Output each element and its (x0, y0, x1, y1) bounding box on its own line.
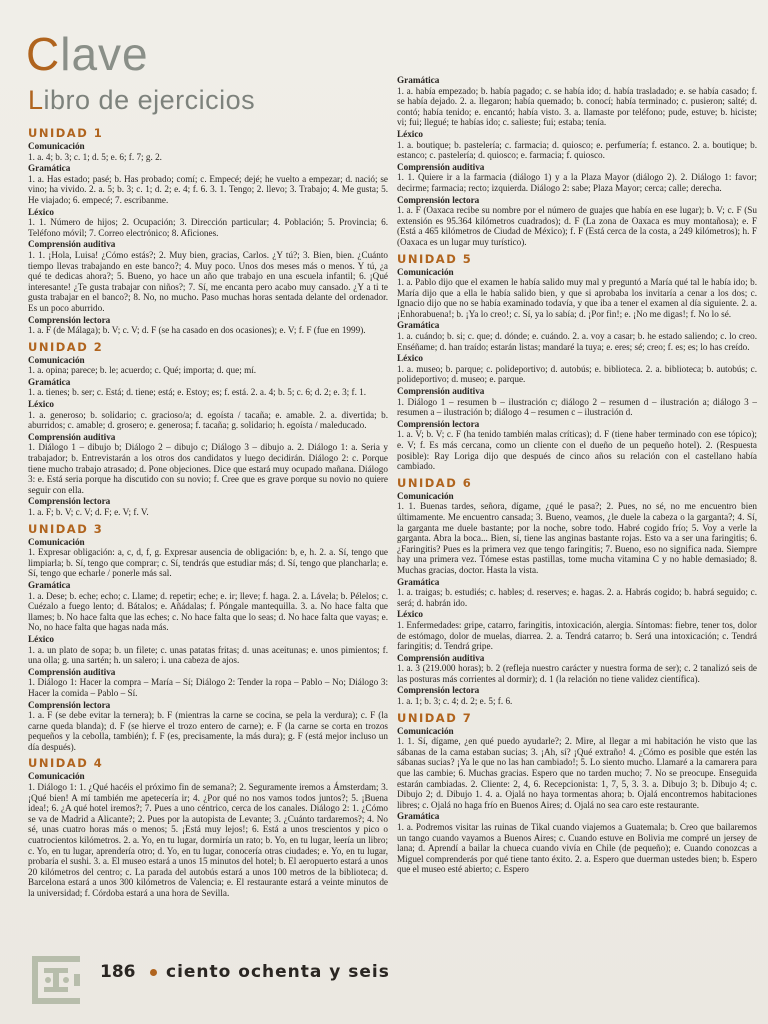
section-heading: Comprensión lectora (28, 496, 111, 507)
section-heading: Comunicación (28, 536, 85, 547)
section-heading: Léxico (28, 399, 55, 410)
answer-text: 1. a. opina; parece; b. le; acuerdo; c. Qué; importa; d. que; mí. (28, 365, 257, 376)
section-heading: Gramática (397, 811, 440, 822)
answer-text: 1. a. traigas; b. estudiés; c. hables; d. reserves; e. hagas. 2. a. Habrás cogido; b. habrá seguido; c. será; d. habrán ido. (397, 587, 757, 608)
answer-text: 1. a. F (Oaxaca recibe su nombre por el número de guajes que había en ese lugar); b. V; c. F (Su extensión es 95.364 kilómetros cuadrados); d. F (La zona de Oaxaca es muy montañosa); e. F (Está a 465 kilómetros de Ciudad de México); f. F (Está cerca de la costa, a 249 kilómetros); h. F (Oaxaca es un lugar muy turístico). (397, 205, 757, 247)
section-heading: Comunicación (28, 771, 85, 782)
answer-text: 1. Diálogo 1: 1. ¿Qué hacéis el próximo fin de semana?; 2. Seguramente iremos a Ámsterdam; 3. ¡Qué bien! A mí también me apetecería ir; 4. ¿Por qué no nos vamos todos juntos?; 5. ¡Buena idea!; 6. ¿A qué hotel iremos?; 7. Pues a uno céntrico, cerca de los canales. Diálogo 2: 1. ¿Cómo se va de Madrid a Alicante?; 2. Pues por la autopista de Levante; 3. ¿Cuánto tardaremos?; 4. No sé, unas cuatro horas más o menos; 5. ¡Está muy lejos!; 6. Está a unos trescientos y pico o cuatrocientos kilómetros. 2. a. Yo, en tu lugar, dormiría un rato; b. Yo, en tu lugar, leería un libro; c. Yo, en tu lugar, aprendería otro; d. Yo, en tu lugar, conocería otras ciudades; e. Yo, en tu lugar, probaría el sushi. 3. a. El museo estará a unos 15 minutos del hotel; b. El aeropuerto estará a unos 20 kilómetros del centro; c. La parada del autobús estará a unos 100 metros de la biblioteca; d. Barcelona estará a unos 300 kilómetros de Valencia; e. El restaurante estará a veinte minutos de la universidad; f. Córdoba estará a una hora de Sevilla. (28, 782, 388, 898)
section-heading: Gramática (28, 579, 71, 590)
answer-text: 1. Diálogo 1 – dibujo b; Diálogo 2 – dibujo c; Diálogo 3 – dibujo a. 2. Diálogo 1: a. Seria y trabajador; b. Entrevistarán a los otros dos candidatos y luego decidirán. Diálogo 2: c. Porque tiene mucho trabajo atrasado; d. Pone objeciones. Dice que estará muy ocupado mañana. Diálogo 3: e. Está seria porque ha discutido con su novio; f. Cree que es grave porque su novio no quiere seguir con ella. (28, 442, 388, 495)
answer-text: 1. Expresar obligación: a, c, d, f, g. Expresar ausencia de obligación: b, e, h. 2. a. Sí, tengo que limpiarla; b. Sí, tengo que comprar; c. Sí, tendrás que estudiar más; d. Sí, tengo que plancharla; e. Sí, tengo que echarle / ponerle más sal. (28, 547, 388, 579)
answer-text: 1. Enfermedades: gripe, catarro, faringitis, intoxicación, alergia. Síntomas: fiebre, tener tos, dolor de estómago, dolor de muelas, diarrea. 2. a. Tendrá catarro; b. Será una intoxicación; c. Tendrá faringitis; d. Tendrá gripe. (397, 619, 757, 652)
answer-text: 1. a. había empezado; b. había pagado; c. se había ido; d. había trasladado; e. se había casado; f. se había dejado. 2. a. llegaron; había quemado; b. conocí; había terminado; c. pusieron; salté; d. contó; había tenido; e. encantó; había visto. 3. a. llamaste por teléfono; pude, estuve; b. hiciste; vi; fui; llegué; te habías ido; c. salieste; fui; estaba; tenía. (397, 85, 757, 128)
answer-text: 1. a. un plato de sopa; b. un filete; c. unas patatas fritas; d. unas aceitunas; e. unos pimientos; f. una olla; g. una sartén; h. un salero; i. una cabeza de ajos. (28, 644, 388, 666)
section-heading: Comprensión lectora (397, 194, 480, 205)
section-heading: Gramática (28, 376, 71, 387)
unit-heading: UNIDAD 4 (28, 756, 104, 771)
answer-text: 1. a. 3 (219.000 horas); b. 2 (refleja nuestro carácter y nuestra forma de ser); c. 2 tanalizó seis de las posturas más corrientes al dormir); d. 1 (la relación no tiene validez científica). (397, 663, 757, 684)
answer-text: 1. a. Has estado; pasé; b. Has probado; comí; c. Empecé; dejé; he vuelto a empezar; d. nació; se vino; ha vivido. 2. a. 5; b. 3; c. 1; d. 2; e. 4; f. 6. 3. 1. Tengo; 2. llevo; 3. Trabajo; 4. Me gusta; 5. He viajado; 6. empecé; 7. escribanme. (28, 173, 388, 205)
section-heading: Léxico (28, 206, 55, 217)
page-subtitle (28, 84, 255, 116)
page-number: 186 (100, 962, 136, 982)
section-heading: Comprensión auditiva (28, 239, 116, 250)
section-heading: Comunicación (397, 266, 454, 277)
answer-text: 1. Diálogo 1: Hacer la compra – María – Sí; Diálogo 2: Tender la ropa – Pablo – No; Diálogo 3: Hacer la comida – Pablo – Sí. (28, 677, 388, 698)
subtitle-initial: L (28, 85, 44, 115)
section-heading: Comprensión auditiva (397, 161, 485, 172)
answer-text: 1. a. F (de Málaga); b. V; c. V; d. F (se ha casado en dos ocasiones); e. V; f. F (fue en 1999). (28, 325, 366, 336)
right-column (397, 74, 757, 954)
section-heading: Comprensión auditiva (397, 652, 485, 663)
answer-text: 1. a. cuándo; b. si; c. que; d. dónde; e. cuándo. 2. a. voy a casar; b. he estado saliendo; c. lo creo. Enséñame; d. han traído; estarán listas; mandaré la tuya; e. eres; sé; creo; f. es; es; lo has creído. (397, 331, 757, 352)
answer-text: 1. a. Dese; b. eche; echo; c. Llame; d. repetir; eche; e. ir; lleve; f. haga. 2. a. Lávela; b. Pélelos; c. Cuézalo a fuego lento; d. Bátalos; e. Añádalas; f. Póngale mantequilla. 3. a. No hace falta que llames; b. No hace falta que las eches; c. No hace falta que lo seas; d. No hace falta que vayas; e. No, no hace falta que hagas nada más. (28, 590, 388, 633)
page-number-words: ciento ochenta y seis (166, 962, 390, 982)
page-title (26, 28, 149, 80)
section-heading: Comprensión lectora (28, 699, 111, 710)
answer-text: 1. a. museo; b. parque; c. polideportivo; d. autobús; e. biblioteca. 2. a. biblioteca; b. autobús; c. polideportivo; d. museo; e. parque. (397, 363, 757, 385)
section-heading: Comprensión auditiva (28, 666, 116, 677)
section-heading: Comprensión lectora (28, 314, 111, 325)
section-heading: Léxico (28, 633, 55, 644)
section-heading: Comprensión lectora (397, 418, 480, 429)
unit-heading: UNIDAD 7 (397, 710, 473, 725)
section-heading: Comunicación (397, 725, 454, 736)
title-initial: C (26, 28, 61, 80)
subtitle-rest: ibro de ejercicios (43, 85, 256, 115)
answer-text: 1. 1. Buenas tardes, señora, dígame, ¿qué le pasa?; 2. Pues, no sé, no me encuentro bien últimamente. Me encuentro cansada; 3. Bueno, veamos, ¿le duele la cabeza o la garganta?; 4. Sí, la garganta me duele bastante; por la noche, sobre todo. Habré cogido frío; 5. Voy a verle la garganta. Abra la boca... Bien, sí, tiene las anginas bastante rojas. Esto va a ser una faringitis; 6. ¿Faringitis? Pues es la primera vez que tengo faringitis; 7. Bueno, eso no significa nada. Siempre hay una primera vez. Tómese estas pastillas, tome mucha vitamina C y no hable demasiado; 8. Muchas gracias, doctor. Hasta la vista. (397, 501, 757, 575)
unit-heading: UNIDAD 3 (28, 521, 104, 536)
section-heading: Comunicación (28, 141, 85, 151)
answer-text: 1. a. V; b. V; c. F (ha tenido también malas críticas); d. F (tiene haber terminado con ese tópico); e. V; f. Es más cercana, como un cliente con el dueño de un pequeño hotel). 2. (Respuesta posible): Ray Loriga dijo que después de cinco años su relación con el castellano había cambiado. (397, 429, 757, 472)
section-heading: Léxico (397, 609, 424, 620)
answer-text: 1. a. Pablo dijo que el examen le había salido muy mal y preguntó a María qué tal le había ido; b. María dijo que a ella le había salido bien, y que si aprobaba los invitaría a cenar a los dos; c. Ignacio dijo que no se había examinado todavía, y que iba a tener el examen al día siguiente. 2. a. ¡Enhorabuena!; b. ¡Ya lo creo!; c. Sí, ya lo sabía; d. ¡Por fin!; e. ¡No me digas!; f. No lo sé. (397, 277, 757, 319)
answer-text: 1. a. boutique; b. pastelería; c. farmacia; d. quiosco; e. perfumería; f. estanco. 2. a. boutique; b. estanco; c. pastelería; d. quiosco; e. farmacia; f. quiosco. (397, 139, 757, 161)
title-rest: lave (60, 28, 149, 80)
answer-text: 1. 1. Número de hijos; 2. Ocupación; 3. Dirección particular; 4. Población; 5. Provincia; 6. Teléfono móvil; 7. Correo electrónico; 8. Aficiones. (28, 217, 388, 238)
answer-text: 1. 1. Sí, dígame, ¿en qué puedo ayudarle?; 2. Mire, al llegar a mi habitación he visto que las sábanas de la cama estaban sucias; 3. ¡Ah, sí? ¡Qué extraño! 4. ¿Cómo es posible que estén las sábanas sucias? ¡Ya le que no las han cambiado!; 5. Lo siento mucho. Llamaré a la camarera para que las cambie; 6. Muchas gracias. Espero que no tarden mucho; 7. No se preocupe. Enseguida estarán cambiadas. 2. Cliente: 2, 4, 6. Recepcionista: 1, 7, 5, 3. 3. a. Dibujo 3; b. Dibujo 4; c. Dibujo 2; d. Dibujo 1. 4. a. Ojalá no haya tormentas ahora; b. Ojalá encontremos habitaciones libres; c. Ojalá no haga frío en Buenos Aires; d. Ojalá no sea caro este restaurante. (397, 736, 757, 810)
section-heading: Gramática (397, 576, 440, 587)
aztec-glyph-icon (26, 950, 86, 1010)
section-heading: Léxico (397, 128, 424, 139)
answer-text: 1. a. 1; b. 3; c. 4; d. 2; e. 5; f. 6. (397, 696, 513, 707)
section-heading: Comprensión lectora (397, 685, 480, 696)
section-heading: Gramática (397, 320, 440, 331)
answer-text: 1. Diálogo 1 – resumen b – ilustración c; diálogo 2 – resumen d – ilustración a; diálogo 3 – resumen a – ilustración b; diálogo 4 – resumen c – ilustración d. (397, 396, 757, 418)
section-heading: Comprensión auditiva (397, 386, 485, 397)
answer-text: 1. 1. Quiere ir a la farmacia (diálogo 1) y a la Plaza Mayor (diálogo 2). 2. Diálogo 1: favor; decirme; farmacia; recto; izquierda. Diálogo 2: sabe; Plaza Mayor; cerca; calle; derecha. (397, 172, 757, 193)
answer-text: 1. a. 4; b. 3; c. 1; d. 5; e. 6; f. 7; g. 2. (28, 151, 162, 162)
section-heading: Gramática (28, 163, 71, 174)
section-heading: Comunicación (397, 490, 454, 501)
section-heading: Léxico (397, 353, 424, 364)
unit-heading: UNIDAD 6 (397, 475, 473, 490)
answer-text: 1. 1. ¡Hola, Luisa! ¿Cómo estás?; 2. Muy bien, gracias, Carlos. ¿Y tú?; 3. Bien, bien. ¿Cuánto tiempo llevas trabajando en este banco?; 4. Muy poco. Unos dos meses más o menos. Y tú, ¿a qué te dedicas ahora?; 5. Bueno, yo hace un año que trabajo en una escuela infantil; 6. ¡Qué interesante! ¿Te gusta trabajar con niños?; 7. Sí, me encanta pero acabo muy cansado. ¿Y a ti te gusta trabajar en el banco?; 8. No, no mucho. Paso muchas horas sentada delante del ordenador. Es un poco aburrido. (28, 249, 388, 313)
answer-text: 1. a. generoso; b. solidario; c. gracioso/a; d. egoísta / tacaña; e. amable. 2. a. divertida; b. aburridos; c. amable; d. grosero; e. generosa; f. tacaña; g. solidario; h. egoísta / maleducado. (28, 409, 388, 431)
page-footer (26, 950, 446, 1010)
unit-heading: UNIDAD 5 (397, 251, 473, 266)
separator-dot (150, 969, 157, 976)
section-heading: Comunicación (28, 354, 85, 365)
unit-heading: UNIDAD 2 (28, 339, 104, 354)
unit-heading: UNIDAD 1 (28, 126, 104, 140)
answer-text: 1. a. F (se debe evitar la ternera); b. F (mientras la carne se cocina, se pela la verdura); c. F (la carne queda blanda); d. F (se hierve el trozo entero de carne); e. F (la carne se corta en trozos pequeños y la cebolla, también); f. F (es, precisamente, la más dura); g. F (está mejor incluso un día después). (28, 710, 388, 752)
answer-text: 1. a. tienes; b. ser; c. Está; d. tiene; está; e. Estoy; es; f. está. 2. a. 4; b. 5; c. 6; d. 2; e. 3; f. 1. (28, 387, 367, 398)
answer-text: 1. a. Podremos visitar las ruinas de Tikal cuando viajemos a Guatemala; b. Creo que bailaremos un tango cuando vayamos a Buenos Aires; c. Cuando estuve en Bolivia me compré un jersey de lana; d. Aprendí a bailar la chueca cuando vivía en Chile (de pequeño); e. Cuando conozcas a Miguel comprenderás por qué tiene tanto éxito. 2. a. Espero que duerman ustedes bien; b. Espero que el museo esté abierto; c. Espero (397, 822, 757, 875)
section-heading: Comprensión auditiva (28, 431, 116, 442)
section-heading: Gramática (397, 75, 440, 85)
left-column (28, 122, 388, 934)
answer-text: 1. a. F; b. V; c. V; d. F; e. V; f. V. (28, 507, 149, 517)
